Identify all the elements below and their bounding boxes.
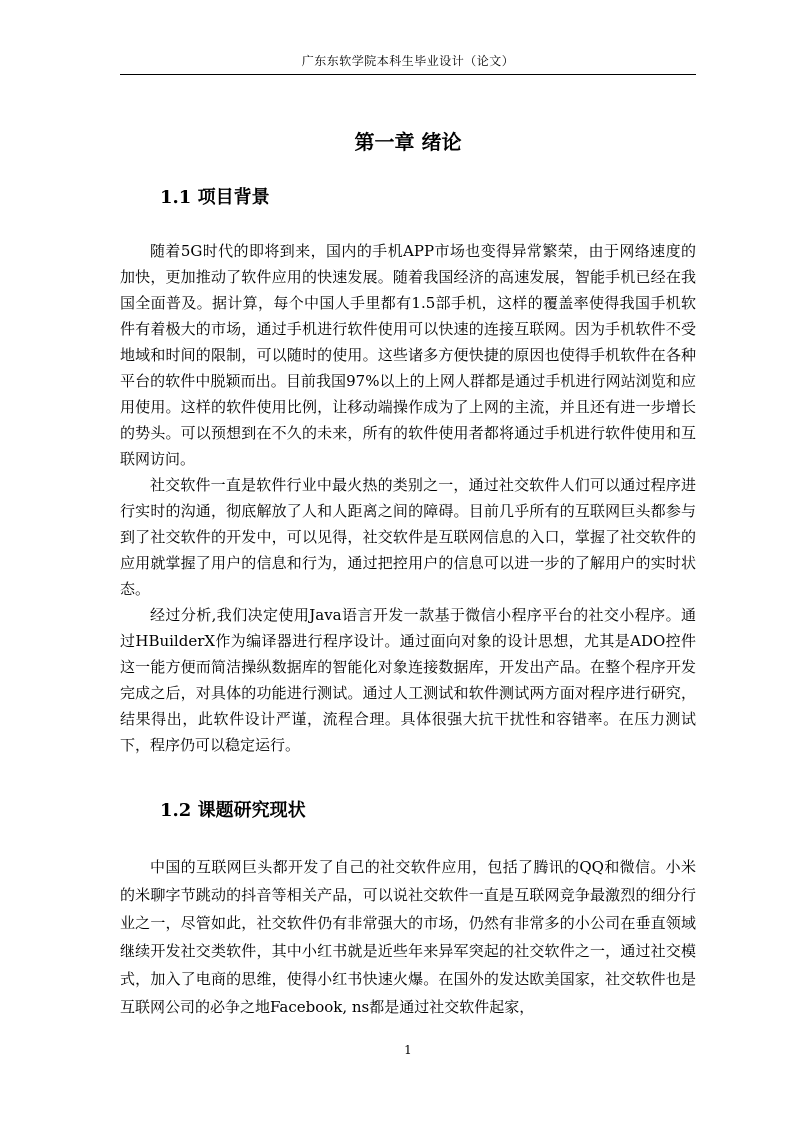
section-body-background [120, 238, 696, 758]
running-header: 广东东软学院本科生毕业设计（论文） [301, 54, 515, 68]
paragraph: 中国的互联网巨头都开发了自己的社交软件应用，包括了腾讯的QQ和微信。小米的米聊字节跳动的抖音等相关产品，可以说社交软件一直是互联网竞争最激烈的细分行业之一，尽管如此，社交软件仍有非常强大的市场，仍然有非常多的小公司在垂直领域继续开发社交类软件，其中小红书就是近些年来异军突起的社交软件之一，通过社交模式，加入了电商的思维，使得小红书快速火爆。在国外的发达欧美国家，社交软件也是互联网公司的必争之地Facebook, ns都是通过社交软件起家， [120, 858, 696, 1016]
header-rule [120, 74, 696, 75]
paragraph: 社交软件一直是软件行业中最火热的类别之一，通过社交软件人们可以通过程序进行实时的沟通，彻底解放了人和人距离之间的障碍。目前几乎所有的互联网巨头都参与到了社交软件的开发中，可以见得，社交软件是互联网信息的入口，掌握了社交软件的应用就掌握了用户的信息和行为，通过把控用户的信息可以进一步的了解用户的实时状态。 [120, 476, 696, 598]
section-heading-research-status: 1.2 课题研究现状 [160, 800, 306, 821]
paragraph: 经过分析,我们决定使用Java语言开发一款基于微信小程序平台的社交小程序。通过HBuilderX作为编译器进行程序设计。通过面向对象的设计思想，尤其是ADO控件这一能方便而简洁操纵数据库的智能化对象连接数据库，开发出产品。在整个程序开发完成之后，对具体的功能进行测试。通过人工测试和软件测试两方面对程序进行研究，结果得出，此软件设计严谨，流程合理。具体很强大抗干扰性和容错率。在压力测试下，程序仍可以稳定运行。 [120, 606, 696, 754]
chapter-title: 第一章 绪论 [354, 130, 462, 154]
section-heading-background: 1.1 项目背景 [160, 187, 270, 208]
page-number: 1 [404, 1043, 412, 1057]
section-body-research-status [120, 853, 696, 1021]
paragraph: 随着5G时代的即将到来，国内的手机APP市场也变得异常繁荣，由于网络速度的加快，更加推动了软件应用的快速发展。随着我国经济的高速发展，智能手机已经在我国全面普及。据计算，每个中国人手里都有1.5部手机，这样的覆盖率使得我国手机软件有着极大的市场，通过手机进行软件使用可以快速的连接互联网。因为手机软件不受地域和时间的限制，可以随时的使用。这些诸多方便快捷的原因也使得手机软件在各种平台的软件中脱颖而出。目前我国97%以上的上网人群都是通过手机进行网站浏览和应用使用。这样的软件使用比例，让移动端操作成为了上网的主流，并且还有进一步增长的势头。可以预想到在不久的未来，所有的软件使用者都将通过手机进行软件使用和互联网访问。 [120, 242, 696, 468]
